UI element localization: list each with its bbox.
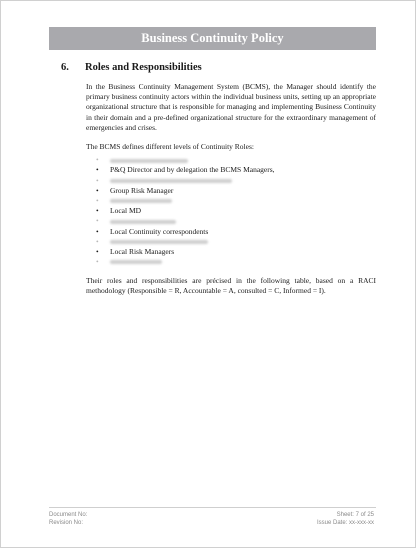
role-item-redacted <box>96 176 376 186</box>
redacted-text <box>110 260 162 264</box>
redacted-text <box>110 179 232 183</box>
section-number: 6. <box>61 62 69 73</box>
levels-lead-paragraph: The BCMS defines different levels of Continuity Roles: <box>86 142 254 152</box>
bullet-icon: • <box>96 195 99 205</box>
role-item <box>96 206 376 216</box>
sheet-number: Sheet: 7 of 25 <box>336 512 374 518</box>
role-item <box>96 186 376 196</box>
role-label: Local Risk Managers <box>110 246 175 256</box>
footer-left <box>49 511 87 527</box>
bullet-icon: • <box>96 236 99 246</box>
issue-date: Issue Date: xx-xxx-xx <box>316 520 374 526</box>
bullet-icon: • <box>96 155 99 165</box>
section-heading <box>61 62 202 73</box>
bullet-icon: • <box>96 165 99 175</box>
bullet-icon: • <box>96 216 99 226</box>
role-label: P&Q Director and by delegation the BCMS Managers, <box>110 165 275 175</box>
continuity-roles-list <box>96 155 376 267</box>
footer-divider <box>49 507 376 508</box>
role-item <box>96 247 376 257</box>
document-title-banner <box>49 27 376 50</box>
footer-right <box>317 511 374 527</box>
intro-paragraph: In the Business Continuity Management System (BCMS), the Manager should identify the primary business continuity actors within the individual business units, setting up an appropriate organizational structure that is responsible for managing and implementing Business Continuity in their domain and a pre-defined organizational structure for the extraordinary management of emergencies and crises. <box>86 82 376 132</box>
document-number-label: Document No: <box>49 512 88 518</box>
redacted-text <box>110 220 176 224</box>
document-title: Business Continuity Policy <box>141 31 284 45</box>
section-title: Roles and Responsibilities <box>85 62 202 73</box>
bullet-icon: • <box>96 185 99 195</box>
bullet-icon: • <box>96 257 99 267</box>
redacted-text <box>110 240 208 244</box>
section-content <box>86 82 376 297</box>
role-item <box>96 165 376 175</box>
revision-number-label: Revision No: <box>49 520 84 526</box>
role-item-redacted <box>96 237 376 247</box>
role-item-redacted <box>96 216 376 226</box>
bullet-icon: • <box>96 175 99 185</box>
role-item-redacted <box>96 257 376 267</box>
role-label: Local MD <box>110 206 142 216</box>
bullet-icon: • <box>96 206 99 216</box>
role-item-redacted <box>96 155 376 165</box>
redacted-text <box>110 159 188 163</box>
role-label: Group Risk Manager <box>110 185 174 195</box>
role-item-redacted <box>96 196 376 206</box>
closing-paragraph: Their roles and responsibilities are précised in the following table, based on a RACI methodology (Responsible = R, Accountable = A, consulted = C, Informed = I). <box>86 276 376 296</box>
bullet-icon: • <box>96 246 99 256</box>
bullet-icon: • <box>96 226 99 236</box>
redacted-text <box>110 199 172 203</box>
role-item <box>96 227 376 237</box>
role-label: Local Continuity correspondents <box>110 226 209 236</box>
